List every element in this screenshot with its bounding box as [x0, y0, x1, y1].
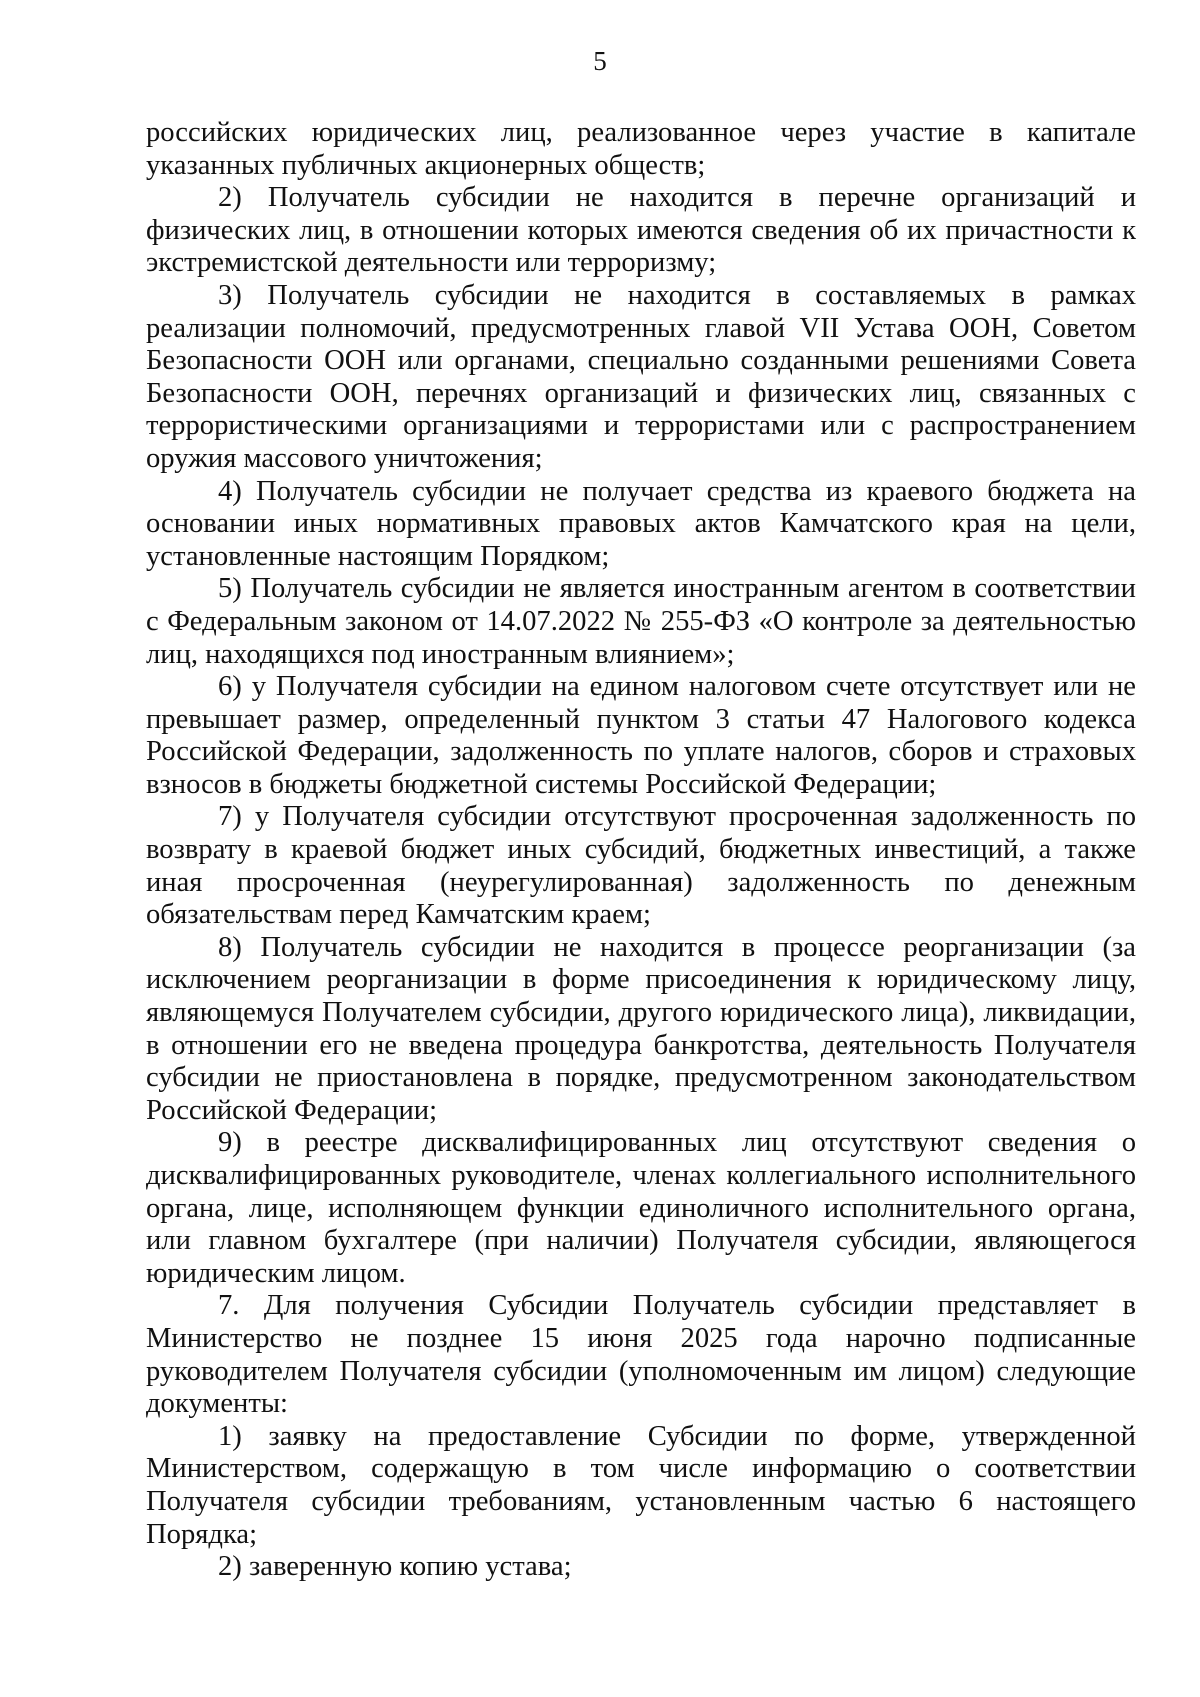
- document-item-2: 2) заверенную копию устава;: [218, 1551, 572, 1583]
- page-number: 5: [593, 46, 607, 76]
- list-item-9: 9) в реестре дисквалифицированных лиц отсутствуют сведения о дисквалифицированных руководителе, членах коллегиального исполнительного органа, лице, исполняющем функции единоличного исполнительного органа, или главном бухгалтере (при наличии) Получателя субсидии, являющегося юридическим лицом.: [146, 1127, 1136, 1289]
- document-body: [146, 117, 1136, 1584]
- list-item-5: 5) Получатель субсидии не является иностранным агентом в соответствии с Федеральным законом от 14.07.2022 № 255-ФЗ «О контроле за деятельностью лиц, находящихся под иностранным влиянием»;: [146, 573, 1136, 670]
- list-item-8: 8) Получатель субсидии не находится в процессе реорганизации (за исключением реорганизации в форме присоединения к юридическому лицу, являющемуся Получателем субсидии, другого юридического лица), ликвидации, в отношении его не введена процедура банкротства, деятельность Получателя субсидии не приостановлена в порядке, предусмотренном законодательством Российской Федерации;: [146, 931, 1136, 1126]
- list-item-6: 6) у Получателя субсидии на едином налоговом счете отсутствует или не превышает размер, определенный пунктом 3 статьи 47 Налогового кодекса Российской Федерации, задолженность по уплате налогов, сборов и страховых взносов в бюджеты бюджетной системы Российской Федерации;: [146, 671, 1136, 800]
- list-item-3: 3) Получатель субсидии не находится в составляемых в рамках реализации полномочий, предусмотренных главой VII Устава ООН, Советом Безопасности ООН или органами, специально созданными решениями Совета Безопасности ООН, перечнях организаций и физических лиц, связанных с террористическими организациями и террористами или с распространением оружия массового уничтожения;: [146, 279, 1136, 474]
- document-item-1: 1) заявку на предоставление Субсидии по форме, утвержденной Министерством, содержащую в том числе информацию о соответствии Получателя субсидии требованиям, установленным частью 6 настоящего Порядка;: [146, 1420, 1136, 1550]
- list-item-7: 7) у Получателя субсидии отсутствуют просроченная задолженность по возврату в краевой бюджет иных субсидий, бюджетных инвестиций, а также иная просроченная (неурегулированная) задолженность по денежным обязательствам перед Камчатским краем;: [146, 801, 1136, 931]
- section-7-paragraph: 7. Для получения Субсидии Получатель субсидии представляет в Министерство не позднее 15 июня 2025 года нарочно подписанные руководителем Получателя субсидии (уполномоченным им лицом) следующие документы:: [146, 1290, 1136, 1420]
- list-item-2: 2) Получатель субсидии не находится в перечне организаций и физических лиц, в отношении которых имеются сведения об их причастности к экстремистской деятельности или терроризму;: [146, 182, 1136, 279]
- paragraph-continuation: российских юридических лиц, реализованное через участие в капитале указанных публичных акционерных обществ;: [146, 117, 1136, 181]
- list-item-4: 4) Получатель субсидии не получает средства из краевого бюджета на основании иных нормативных правовых актов Камчатского края на цели, установленные настоящим Порядком;: [146, 475, 1136, 572]
